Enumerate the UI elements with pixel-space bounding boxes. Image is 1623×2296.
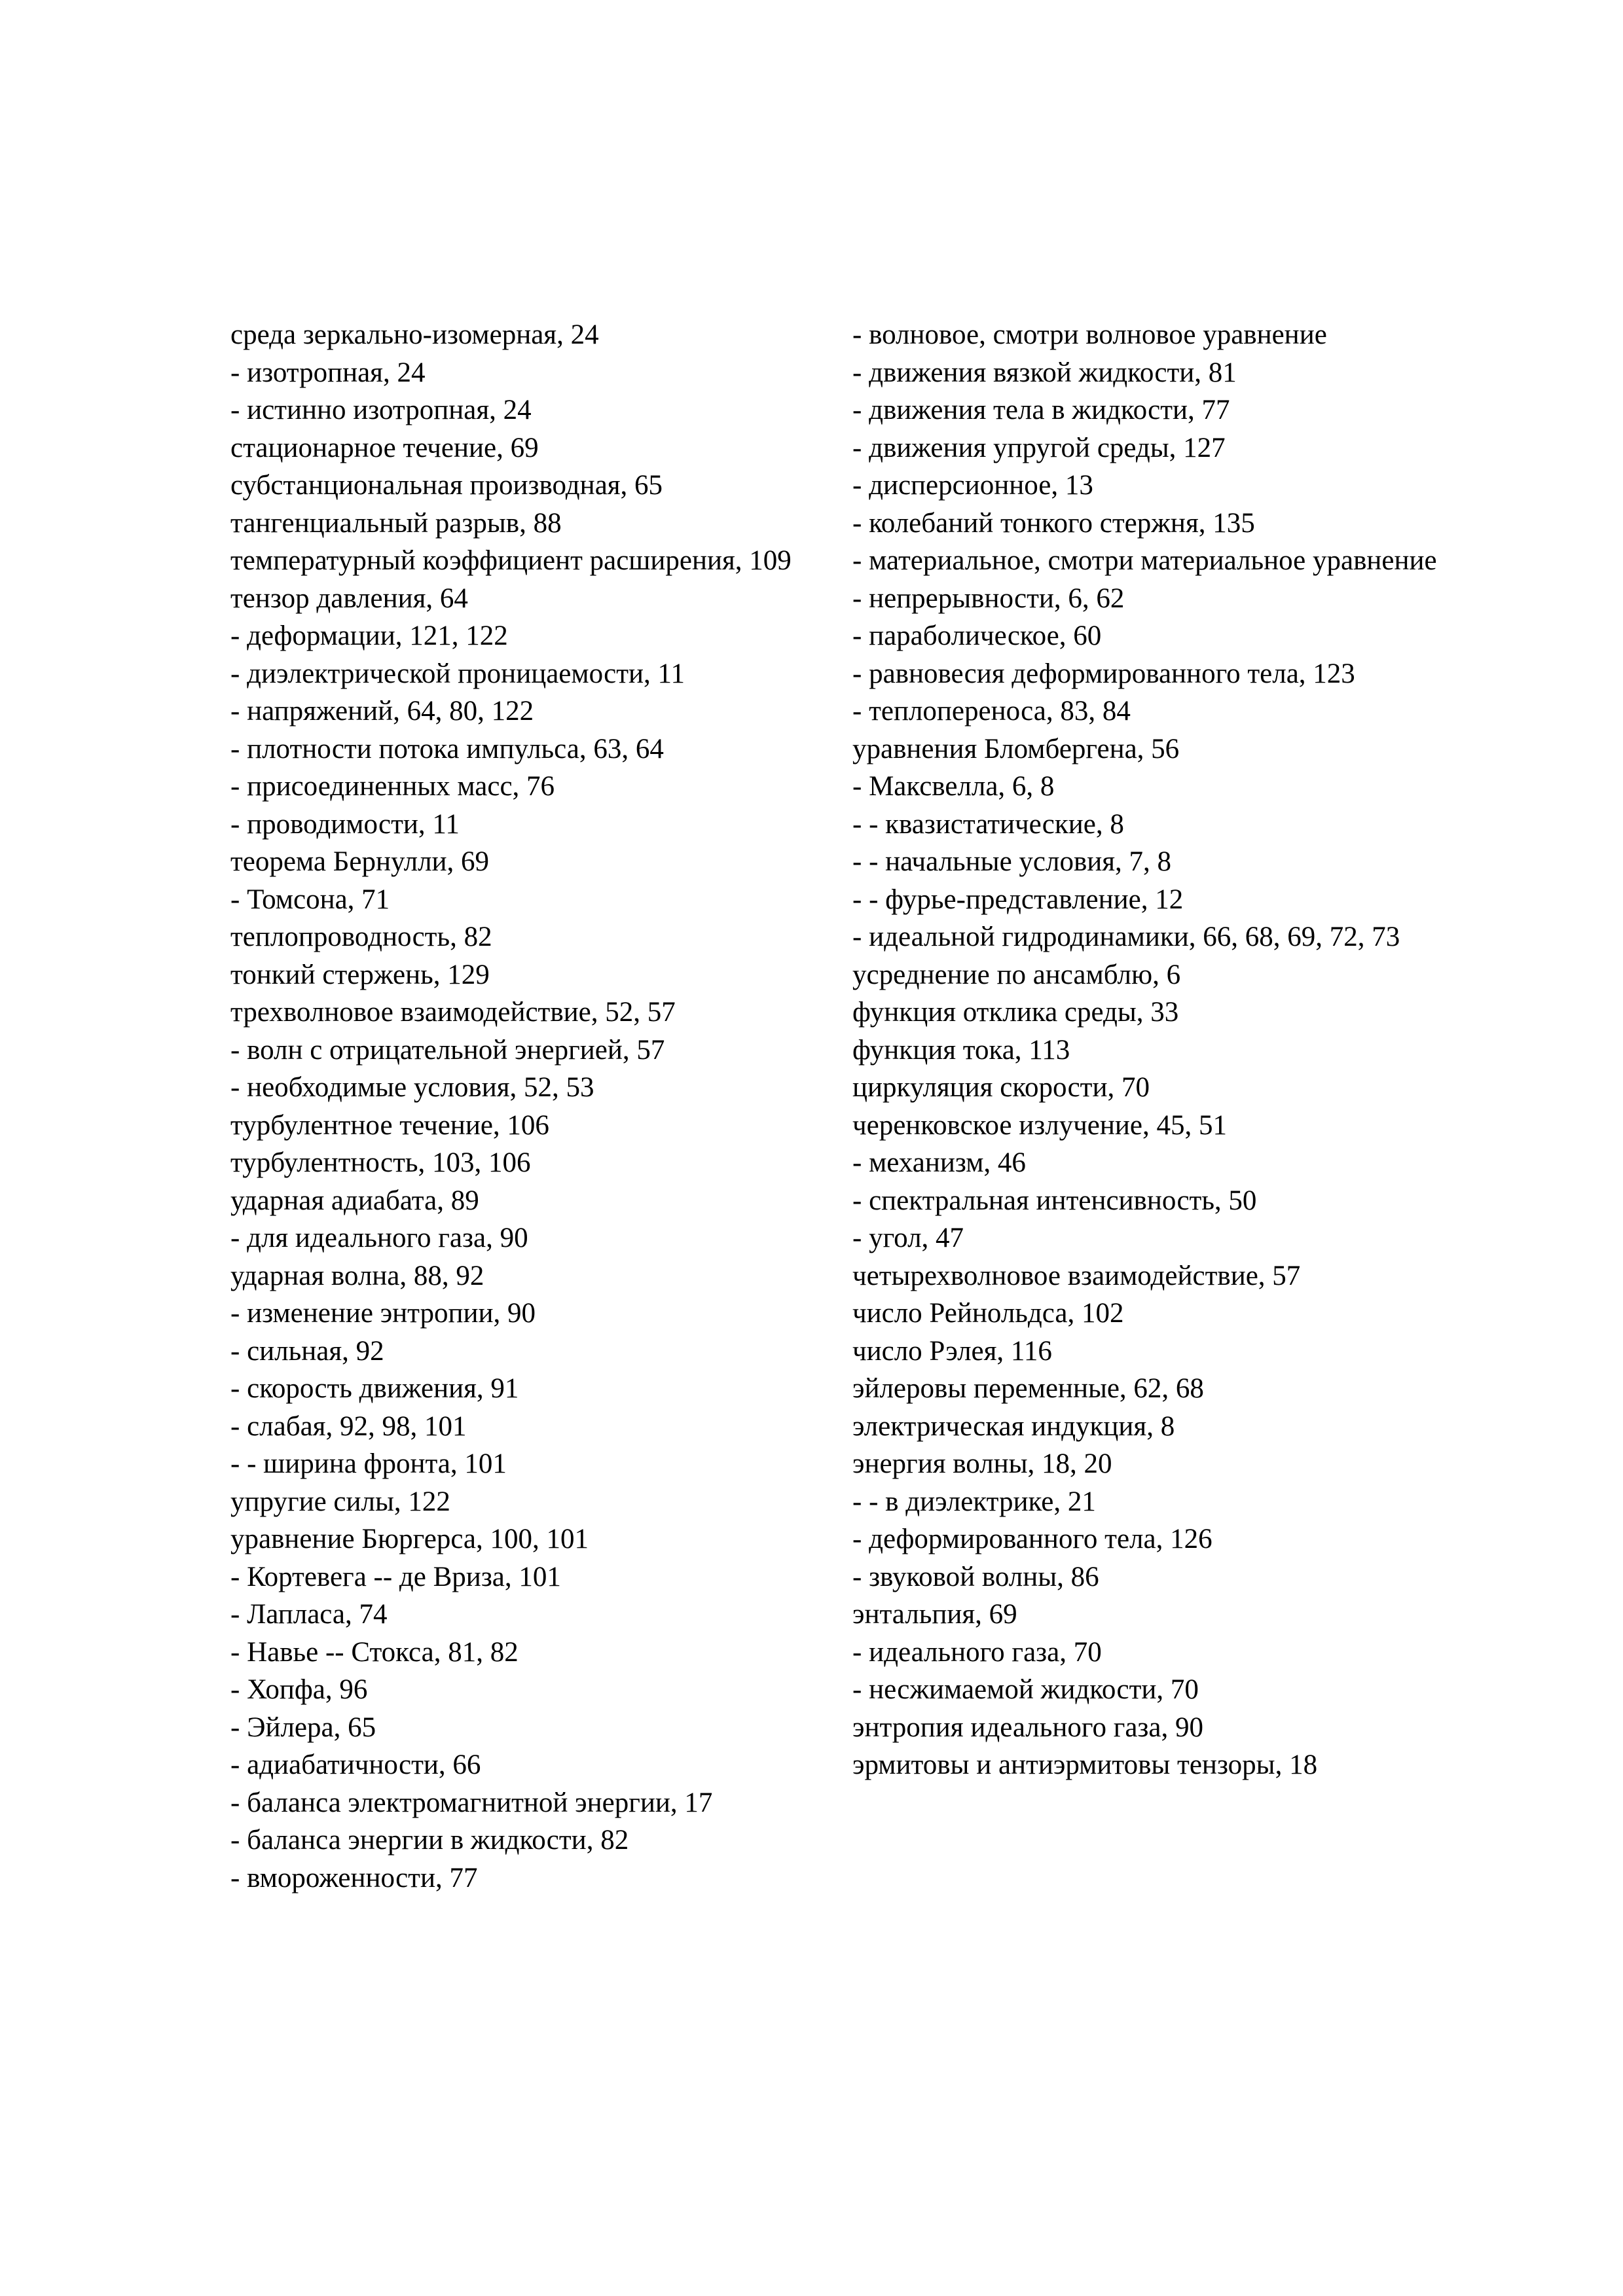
index-entry: - движения тела в жидкости, 77 [852, 395, 1230, 425]
index-entry: тангенциальный разрыв, 88 [230, 507, 562, 539]
index-entry: - плотности потока импульса, 63, 64 [230, 733, 664, 764]
index-entry: - скорость движения, 91 [230, 1373, 519, 1404]
index-entry: функция тока, 113 [852, 1034, 1070, 1066]
index-entry: - баланса электромагнитной энергии, 17 [230, 1787, 713, 1818]
index-entry: - - в диэлектрике, 21 [852, 1486, 1096, 1517]
index-entry: - Кортевега -- де Вриза, 101 [230, 1561, 561, 1592]
index-entry: - Томсона, 71 [230, 884, 390, 915]
index-entry: - колебаний тонкого стержня, 135 [852, 507, 1255, 539]
index-entry: турбулентное течение, 106 [230, 1109, 549, 1141]
index-entry: циркуляция скорости, 70 [852, 1072, 1150, 1103]
index-entry: - волн с отрицательной энергией, 57 [230, 1034, 665, 1066]
index-entry: тонкий стержень, 129 [230, 959, 490, 990]
index-entry: эйлеровы переменные, 62, 68 [852, 1373, 1204, 1404]
index-entry: черенковское излучение, 45, 51 [852, 1109, 1227, 1141]
index-entry: - - ширина фронта, 101 [230, 1448, 507, 1479]
index-entry: энтальпия, 69 [852, 1599, 1017, 1630]
index-entry: - сильная, 92 [230, 1335, 384, 1367]
index-entry: - Максвелла, 6, 8 [852, 771, 1055, 802]
index-entry: функция отклика среды, 33 [852, 997, 1179, 1028]
index-entry: теплопроводность, 82 [230, 922, 492, 952]
index-entry: уравнения Бломбергена, 56 [852, 733, 1180, 764]
index-entry: - изотропная, 24 [230, 357, 426, 388]
index-entry: - идеального газа, 70 [852, 1636, 1102, 1668]
index-entry: четырехволновое взаимодействие, 57 [852, 1260, 1301, 1291]
index-entry: упругие силы, 122 [230, 1486, 450, 1517]
index-entry: - движения вязкой жидкости, 81 [852, 357, 1237, 388]
index-entry: - Эйлера, 65 [230, 1712, 376, 1743]
index-entry: эрмитовы и антиэрмитовы тензоры, 18 [852, 1749, 1318, 1780]
index-entry: - для идеального газа, 90 [230, 1223, 528, 1253]
index-entry: - слабая, 92, 98, 101 [230, 1410, 467, 1442]
index-entry: стационарное течение, 69 [230, 432, 539, 463]
index-entry: - деформации, 121, 122 [230, 620, 508, 651]
index-entry: - вмороженности, 77 [230, 1862, 478, 1893]
index-entry: - проводимости, 11 [230, 808, 460, 840]
index-entry: - волновое, смотри волновое уравнение [852, 319, 1327, 350]
index-entry: - - фурье-представление, 12 [852, 884, 1184, 915]
index-entry: число Рейнольдса, 102 [852, 1298, 1124, 1329]
index-entry: - непрерывности, 6, 62 [852, 583, 1125, 614]
index-entry: - движения упругой среды, 127 [852, 432, 1226, 463]
index-column-left [230, 316, 807, 1897]
index-entry: - идеальной гидродинамики, 66, 68, 69, 72, 73 [852, 922, 1400, 952]
index-entry: энтропия идеального газа, 90 [852, 1712, 1203, 1743]
index-entry: энергия волны, 18, 20 [852, 1448, 1112, 1479]
index-entry: теорема Бернулли, 69 [230, 846, 490, 877]
index-entry: ударная адиабата, 89 [230, 1185, 479, 1216]
index-entry: субстанциональная производная, 65 [230, 470, 663, 501]
index-entry: уравнение Бюргерса, 100, 101 [230, 1524, 589, 1554]
index-entry: - механизм, 46 [852, 1147, 1026, 1178]
index-entry: усреднение по ансамблю, 6 [852, 959, 1181, 990]
index-entry: ударная волна, 88, 92 [230, 1260, 484, 1291]
index-entry: - угол, 47 [852, 1223, 964, 1253]
index-entry: - деформированного тела, 126 [852, 1524, 1213, 1554]
index-entry: - истинно изотропная, 24 [230, 395, 532, 425]
index-entry: - адиабатичности, 66 [230, 1749, 481, 1780]
index-entry: - баланса энергии в жидкости, 82 [230, 1825, 629, 1856]
index-entry: - напряжений, 64, 80, 122 [230, 696, 534, 726]
index-entry: - - квазистатические, 8 [852, 808, 1124, 840]
index-entry: - изменение энтропии, 90 [230, 1298, 536, 1329]
index-entry: турбулентность, 103, 106 [230, 1147, 531, 1178]
index-entry: трехволновое взаимодействие, 52, 57 [230, 997, 676, 1028]
index-entry: - звуковой волны, 86 [852, 1561, 1099, 1592]
index-entry: - дисперсионное, 13 [852, 470, 1093, 501]
index-entry: - материальное, смотри материальное уравнение [852, 545, 1437, 576]
index-entry: - Навье -- Стокса, 81, 82 [230, 1636, 519, 1668]
index-entry: - несжимаемой жидкости, 70 [852, 1674, 1199, 1705]
index-entry: тензор давления, 64 [230, 583, 468, 614]
index-entry: - Лапласа, 74 [230, 1599, 388, 1630]
index-entry: электрическая индукция, 8 [852, 1410, 1175, 1442]
index-entry: - диэлектрической проницаемости, 11 [230, 658, 685, 689]
index-entry: температурный коэффициент расширения, 109 [230, 545, 792, 576]
index-entry: - - начальные условия, 7, 8 [852, 846, 1172, 877]
index-entry: - необходимые условия, 52, 53 [230, 1072, 594, 1103]
index-entry: - присоединенных масс, 76 [230, 771, 555, 802]
index-entry: - спектральная интенсивность, 50 [852, 1185, 1257, 1216]
index-entry: - равновесия деформированного тела, 123 [852, 658, 1355, 689]
index-entry: среда зеркально-изомерная, 24 [230, 319, 599, 350]
index-column-right [852, 316, 1442, 1784]
index-entry: - параболическое, 60 [852, 620, 1102, 651]
index-entry: число Рэлея, 116 [852, 1335, 1052, 1367]
index-entry: - Хопфа, 96 [230, 1674, 368, 1705]
index-entry: - теплопереноса, 83, 84 [852, 696, 1131, 726]
